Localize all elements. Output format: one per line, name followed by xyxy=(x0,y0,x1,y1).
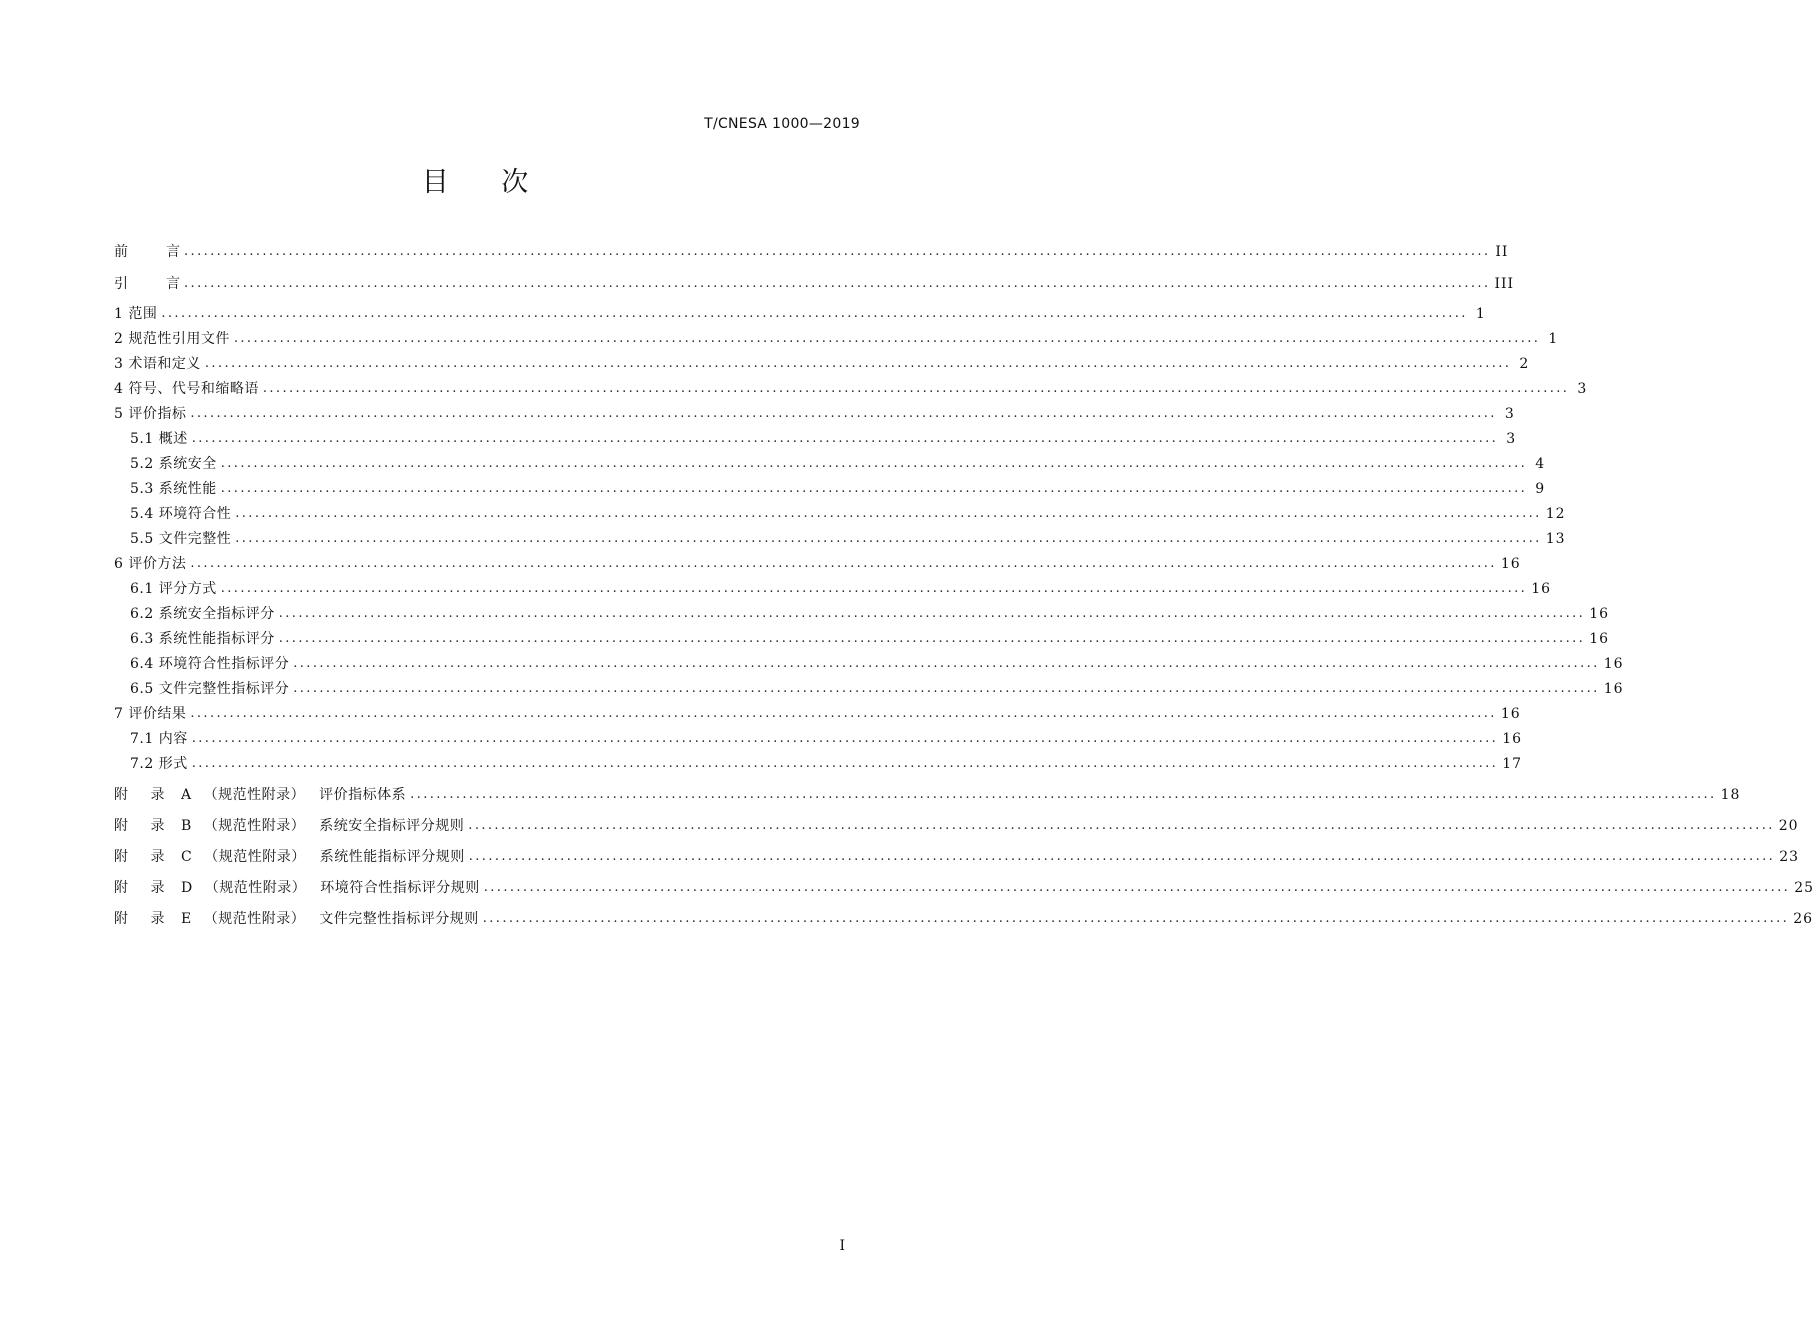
annex-prefix: 录 xyxy=(150,911,165,927)
annex-prefix: 录 xyxy=(150,787,165,803)
dot-leader: ........................................................................................................................................................................................................ xyxy=(190,556,1497,571)
toc-entry[interactable] xyxy=(114,403,1515,425)
toc-entry[interactable] xyxy=(114,753,1523,775)
toc-label: 6.2 系统安全指标评分 xyxy=(130,606,275,622)
toc-label: 5.2 系统安全 xyxy=(130,456,217,472)
toc-page: 18 xyxy=(1720,787,1741,803)
annex-prefix: 录 xyxy=(150,880,165,896)
toc-entry[interactable] xyxy=(114,528,1566,550)
toc-label-part: 言 xyxy=(166,276,180,292)
annex-title: 系统性能指标评分规则 xyxy=(319,849,465,865)
annex-prefix: 附 xyxy=(114,911,129,927)
toc-entry-annex-b[interactable] xyxy=(114,815,1799,837)
dot-leader: ........................................................................................................................................................................................................ xyxy=(184,276,1491,291)
toc-label-part: 言 xyxy=(166,244,180,260)
toc-label: 7 评价结果 xyxy=(114,706,187,722)
dot-leader: ........................................................................................................................................................................................................ xyxy=(184,244,1491,259)
dot-leader: ........................................................................................................................................................................................................ xyxy=(220,481,1528,496)
toc-entry[interactable] xyxy=(114,628,1610,650)
toc-page: 1 xyxy=(1548,331,1559,347)
toc-entry[interactable] xyxy=(114,578,1552,600)
toc-label: 6 评价方法 xyxy=(114,556,187,572)
toc-entry[interactable] xyxy=(114,603,1610,625)
toc-entry[interactable] xyxy=(114,478,1546,500)
toc-label: 3 术语和定义 xyxy=(114,356,201,372)
dot-leader: ........................................................................................................................................................................................................ xyxy=(482,911,1790,926)
page-title: 目 次 xyxy=(421,167,551,198)
toc-label: 2 规范性引用文件 xyxy=(114,331,230,347)
annex-title: 评价指标体系 xyxy=(319,787,407,803)
toc-page: 3 xyxy=(1506,431,1517,447)
annex-type: （规范性附录） xyxy=(204,849,306,865)
toc-entry-annex-c[interactable] xyxy=(114,846,1800,868)
dot-leader: ........................................................................................................................................................................................................ xyxy=(235,506,1542,521)
toc-entry[interactable] xyxy=(114,553,1521,575)
dot-leader: ........................................................................................................................................................................................................ xyxy=(220,581,1528,596)
toc-entry[interactable] xyxy=(114,503,1566,525)
dot-leader: ........................................................................................................................................................................................................ xyxy=(204,356,1512,371)
toc-page: 26 xyxy=(1793,911,1814,927)
dot-leader: ........................................................................................................................................................................................................ xyxy=(233,331,1541,346)
toc-page: 13 xyxy=(1545,531,1566,547)
toc-entry[interactable] xyxy=(114,328,1559,350)
toc-page: 2 xyxy=(1519,356,1530,372)
toc-entry-annex-d[interactable] xyxy=(114,877,1814,899)
dot-leader: ........................................................................................................................................................................................................ xyxy=(468,849,1776,864)
toc-label: 5.5 文件完整性 xyxy=(130,531,232,547)
toc-page: 9 xyxy=(1535,481,1546,497)
annex-type: （规范性附录） xyxy=(204,880,307,896)
dot-leader: ........................................................................................................................................................................................................ xyxy=(468,818,1775,833)
annex-prefix: 附 xyxy=(114,880,129,896)
toc-page: 4 xyxy=(1535,456,1546,472)
annex-title: 系统安全指标评分规则 xyxy=(319,818,465,834)
toc-page: 3 xyxy=(1504,406,1515,422)
toc-entry[interactable] xyxy=(114,703,1521,725)
standard-code: T/CNESA 1000—2019 xyxy=(704,116,860,132)
toc-label: 5 评价指标 xyxy=(114,406,187,422)
annex-title: 环境符合性指标评分规则 xyxy=(320,880,480,896)
toc-page: 16 xyxy=(1500,706,1521,722)
toc-label: 6.4 环境符合性指标评分 xyxy=(130,656,290,672)
annex-prefix: 附 xyxy=(114,787,129,803)
toc-page: 16 xyxy=(1603,681,1624,697)
dot-leader: ........................................................................................................................................................................................................ xyxy=(161,306,1468,321)
toc-label: 7.2 形式 xyxy=(130,756,188,772)
dot-leader: ........................................................................................................................................................................................................ xyxy=(191,431,1499,446)
toc-label: 6.5 文件完整性指标评分 xyxy=(130,681,290,697)
toc-page: 17 xyxy=(1502,756,1523,772)
dot-leader: ........................................................................................................................................................................................................ xyxy=(410,787,1717,802)
dot-leader: ........................................................................................................................................................................................................ xyxy=(483,880,1791,895)
toc-label: 5.4 环境符合性 xyxy=(130,506,232,522)
annex-type: （规范性附录） xyxy=(203,787,306,803)
toc-entry-annex-e[interactable] xyxy=(114,908,1814,930)
toc-page: 23 xyxy=(1779,849,1800,865)
toc-page: 16 xyxy=(1500,556,1521,572)
dot-leader: ........................................................................................................................................................................................................ xyxy=(191,731,1499,746)
toc-page: 20 xyxy=(1778,818,1799,834)
toc-entry-annex-a[interactable] xyxy=(114,784,1741,806)
page-number: I xyxy=(839,1238,845,1254)
toc-label: 6.1 评分方式 xyxy=(130,581,217,597)
toc-label: 4 符号、代号和缩略语 xyxy=(114,381,259,397)
toc-entry[interactable] xyxy=(114,653,1624,675)
dot-leader: ........................................................................................................................................................................................................ xyxy=(293,656,1600,671)
toc-page: 16 xyxy=(1589,631,1610,647)
toc-label: 5.3 系统性能 xyxy=(130,481,217,497)
dot-leader: ........................................................................................................................................................................................................ xyxy=(191,756,1499,771)
toc-entry[interactable] xyxy=(114,678,1624,700)
annex-prefix: 附 xyxy=(114,818,129,834)
dot-leader: ........................................................................................................................................................................................................ xyxy=(220,456,1528,471)
annex-letter: E xyxy=(181,911,192,927)
toc-page: 1 xyxy=(1475,306,1486,322)
toc-label: 1 范围 xyxy=(114,306,158,322)
dot-leader: ........................................................................................................................................................................................................ xyxy=(278,631,1586,646)
toc-page: II xyxy=(1495,244,1509,260)
annex-letter: C xyxy=(181,849,193,865)
toc-entry[interactable] xyxy=(114,428,1517,450)
annex-letter: A xyxy=(181,787,192,803)
toc-label-part: 引 xyxy=(114,276,128,292)
annex-letter: B xyxy=(181,818,192,834)
annex-letter: D xyxy=(181,880,193,896)
dot-leader: ........................................................................................................................................................................................................ xyxy=(262,381,1570,396)
dot-leader: ........................................................................................................................................................................................................ xyxy=(293,681,1600,696)
toc-label: 7.1 内容 xyxy=(130,731,188,747)
annex-type: （规范性附录） xyxy=(203,818,306,834)
dot-leader: ........................................................................................................................................................................................................ xyxy=(235,531,1542,546)
toc-page: 25 xyxy=(1794,880,1814,896)
annex-title: 文件完整性指标评分规则 xyxy=(319,911,479,927)
toc-entry[interactable] xyxy=(114,453,1546,475)
toc-entry-foreword[interactable] xyxy=(114,241,1509,263)
toc-label: 6.3 系统性能指标评分 xyxy=(130,631,275,647)
dot-leader: ........................................................................................................................................................................................................ xyxy=(278,606,1586,621)
dot-leader: ........................................................................................................................................................................................................ xyxy=(190,406,1497,421)
toc-page: 16 xyxy=(1502,731,1523,747)
toc-page: 16 xyxy=(1589,606,1610,622)
toc-page: III xyxy=(1494,276,1515,292)
annex-prefix: 录 xyxy=(150,849,165,865)
toc-page: 16 xyxy=(1531,581,1552,597)
dot-leader: ........................................................................................................................................................................................................ xyxy=(190,706,1497,721)
toc-label-part: 前 xyxy=(114,244,128,260)
toc-label: 5.1 概述 xyxy=(130,431,188,447)
annex-prefix: 录 xyxy=(150,818,165,834)
toc-entry[interactable] xyxy=(114,378,1588,400)
toc-entry[interactable] xyxy=(114,353,1530,375)
toc-page: 3 xyxy=(1577,381,1588,397)
toc-entry[interactable] xyxy=(114,303,1486,325)
annex-prefix: 附 xyxy=(114,849,129,865)
toc-page: 16 xyxy=(1603,656,1624,672)
toc-page: 12 xyxy=(1545,506,1566,522)
annex-type: （规范性附录） xyxy=(203,911,306,927)
toc-entry[interactable] xyxy=(114,728,1523,750)
toc-entry-introduction[interactable] xyxy=(114,273,1515,295)
